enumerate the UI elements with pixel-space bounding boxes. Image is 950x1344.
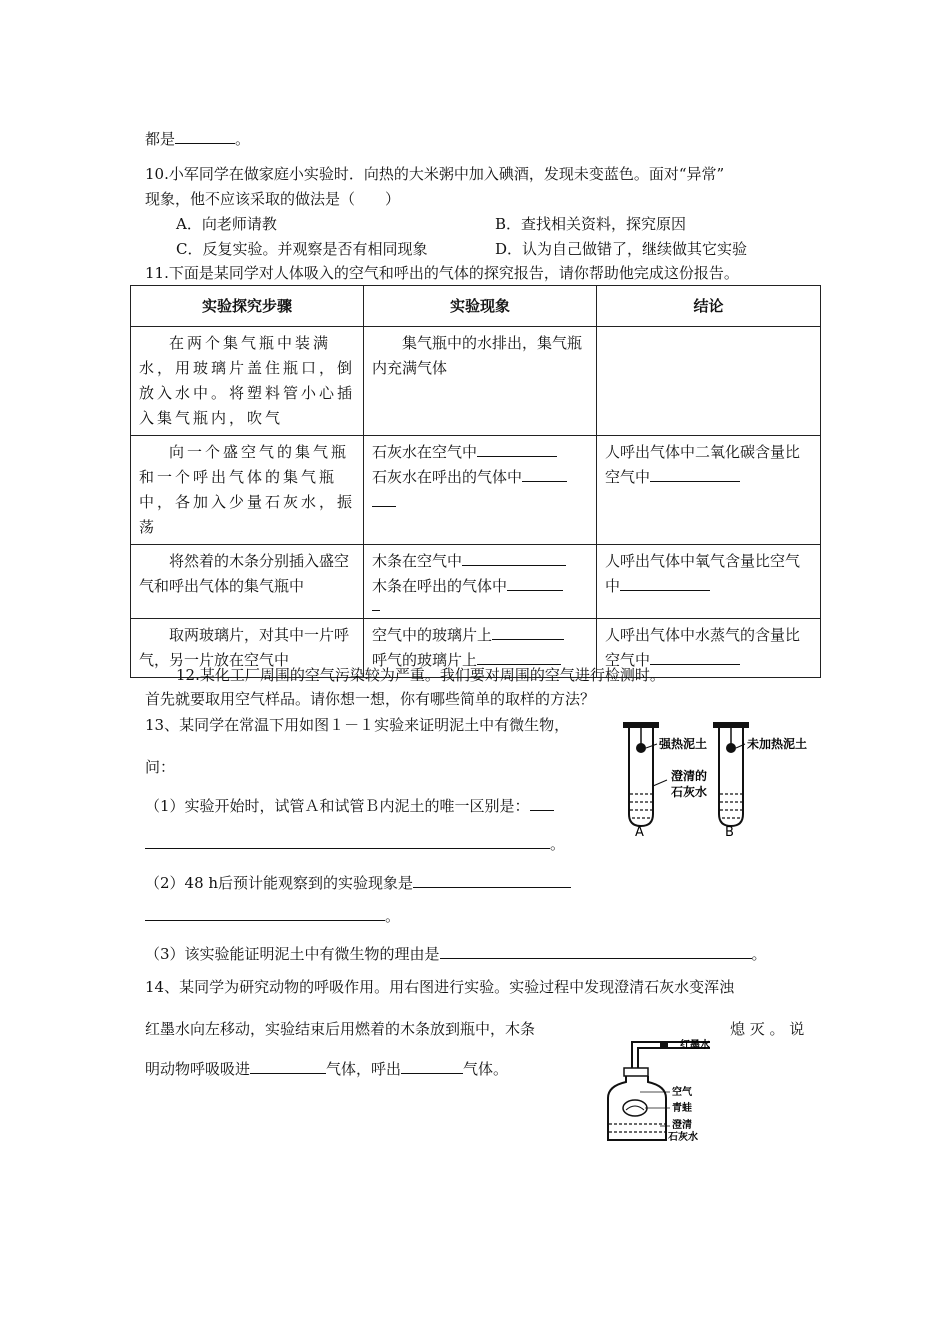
conclusion-cell [597, 545, 821, 619]
q13-part-2 [145, 872, 571, 893]
answer-blank[interactable] [477, 442, 557, 457]
observation-text: 空气中的玻璃片上 [372, 626, 493, 644]
observation-text: 木条在呼出的气体中 [372, 577, 508, 595]
conclusion-text: 人呼出气体中水蒸气的含量比空气中 [605, 626, 801, 669]
period: 。 [751, 945, 767, 963]
q13-part-3 [145, 943, 767, 964]
period: 。 [550, 835, 566, 853]
answer-blank[interactable] [620, 576, 710, 591]
q10-stem-1: 10.小军同学在做家庭小实验时．向热的大米粥中加入碘酒，发现未变蓝色。面对“异常” [145, 165, 725, 183]
q14-line-2b: 熄 灭 。 说 [730, 1020, 805, 1038]
q9-tail [145, 128, 250, 149]
q12-line-2: 首先就要取用空气样品。请你想一想，你有哪些简单的取样的方法？ [145, 690, 596, 708]
q10-option-d: D．认为自己做错了，继续做其它实验 [495, 240, 748, 258]
answer-blank[interactable] [145, 834, 550, 849]
answer-blank[interactable] [401, 1059, 463, 1074]
q13-ask: 问： [145, 758, 176, 776]
answer-blank[interactable] [477, 650, 561, 665]
q10-option-b: B．查找相关资料，探究原因 [495, 215, 687, 233]
step-cell: 在两个集气瓶中装满水，用玻璃片盖住瓶口，倒放入水中。将塑料管小心插入集气瓶内，吹气 [131, 327, 364, 436]
q13-part-1-text: （1）实验开始时，试管Ａ和试管Ｂ内泥土的唯一区别是： [145, 797, 530, 815]
step-cell: 取两玻璃片，对其中一片呼气，另一片放在空气中 [131, 619, 364, 678]
answer-blank[interactable] [440, 944, 752, 959]
report-table [130, 285, 821, 678]
q13-stem: 13、某同学在常温下用如图１－１实验来证明泥土中有微生物， [145, 716, 570, 734]
label-strong-heated-soil: 强热泥土 [659, 737, 708, 751]
label-limewater-2: 石灰水 [668, 1132, 698, 1143]
q14-stem: 14、某同学为研究动物的呼吸作用。用右图进行实验。实验过程中发现澄清石灰水变浑浊 [145, 978, 735, 996]
q14-text: 气体。 [463, 1060, 509, 1078]
answer-blank[interactable] [522, 467, 567, 482]
conclusion-text: 人呼出气体中氧气含量比空气中 [605, 552, 801, 595]
q9-end: 。 [235, 130, 251, 148]
answer-blank[interactable] [372, 492, 396, 507]
q13-part-1-cont [145, 833, 565, 854]
table-row [131, 327, 821, 436]
label-limewater-1: 澄清的 [671, 769, 708, 783]
label-red-ink: 红墨水 [680, 1040, 710, 1051]
answer-blank[interactable] [250, 1059, 326, 1074]
table-row [131, 545, 821, 619]
q9-text: 都是 [145, 130, 176, 148]
header-conclusion: 结论 [597, 286, 821, 327]
label-tube-b: B [725, 825, 734, 838]
observation-text: 石灰水在空气中 [372, 443, 478, 461]
conclusion-text: 人呼出气体中二氧化碳含量比空气中 [605, 443, 801, 486]
q13-part-1 [145, 795, 554, 816]
observation-cell [364, 436, 597, 545]
observation-text: 呼气的玻璃片上 [372, 651, 478, 669]
label-tube-a: A [635, 825, 644, 838]
q10-stem-2: 现象，他不应该采取的做法是（ ） [145, 190, 401, 208]
answer-blank[interactable] [372, 602, 380, 611]
q14-text: 明动物呼吸吸进 [145, 1060, 251, 1078]
table-header-row [131, 286, 821, 327]
q11-intro: 11.下面是某同学对人体吸入的空气和呼出的气体的探究报告，请你帮助他完成这份报告。 [145, 264, 739, 282]
observation-cell: 集气瓶中的水排出，集气瓶内充满气体 [364, 327, 597, 436]
answer-blank[interactable] [462, 551, 566, 566]
label-limewater-1: 澄清 [672, 1120, 692, 1131]
table-row [131, 436, 821, 545]
conclusion-cell [597, 436, 821, 545]
observation-text: 木条在空气中 [372, 552, 463, 570]
step-cell: 向一个盛空气的集气瓶和一个呼出气体的集气瓶中，各加入少量石灰水，振荡 [131, 436, 364, 545]
conclusion-cell [597, 327, 821, 436]
answer-blank[interactable] [145, 906, 385, 921]
q14-line-3 [145, 1058, 508, 1079]
answer-blank[interactable] [530, 796, 554, 811]
q13-part-3-text: （3）该实验能证明泥土中有微生物的理由是 [145, 945, 440, 963]
q13-part-2-text: （2）48 h后预计能观察到的实验现象是 [145, 874, 414, 892]
label-unheated-soil: 未加热泥土 [747, 737, 808, 751]
q13-part-2-cont [145, 905, 400, 926]
label-limewater-2: 石灰水 [671, 785, 708, 799]
q10-option-c: C．反复实验。并观察是否有相同现象 [176, 240, 428, 258]
answer-blank[interactable] [413, 873, 571, 888]
test-tube-b [713, 722, 749, 826]
answer-blank[interactable] [492, 625, 564, 640]
test-tube-a [623, 722, 659, 826]
header-steps: 实验探究步骤 [131, 286, 364, 327]
answer-blank[interactable] [650, 650, 740, 665]
label-air: 空气 [672, 1087, 692, 1098]
q14-text: 气体，呼出 [326, 1060, 402, 1078]
label-frog: 青蛙 [672, 1103, 692, 1114]
answer-blank[interactable] [507, 576, 563, 591]
observation-text: 石灰水在呼出的气体中 [372, 468, 523, 486]
header-observations: 实验现象 [364, 286, 597, 327]
test-tube-figure [615, 718, 840, 838]
answer-blank[interactable] [650, 467, 740, 482]
frog-icon [623, 1100, 647, 1116]
q14-line-2a: 红墨水向左移动，实验结束后用燃着的木条放到瓶中，木条 [145, 1020, 536, 1038]
answer-blank[interactable] [175, 129, 235, 144]
bottle-figure [600, 1036, 720, 1146]
q12-line-1: 12.某化工厂周围的空气污染较为严重。我们要对周围的空气进行检测时。 [176, 666, 665, 684]
q10-option-a: A．向老师请教 [176, 215, 277, 233]
step-cell: 将然着的木条分别插入盛空气和呼出气体的集气瓶中 [131, 545, 364, 619]
observation-cell [364, 545, 597, 619]
period: 。 [385, 907, 401, 925]
